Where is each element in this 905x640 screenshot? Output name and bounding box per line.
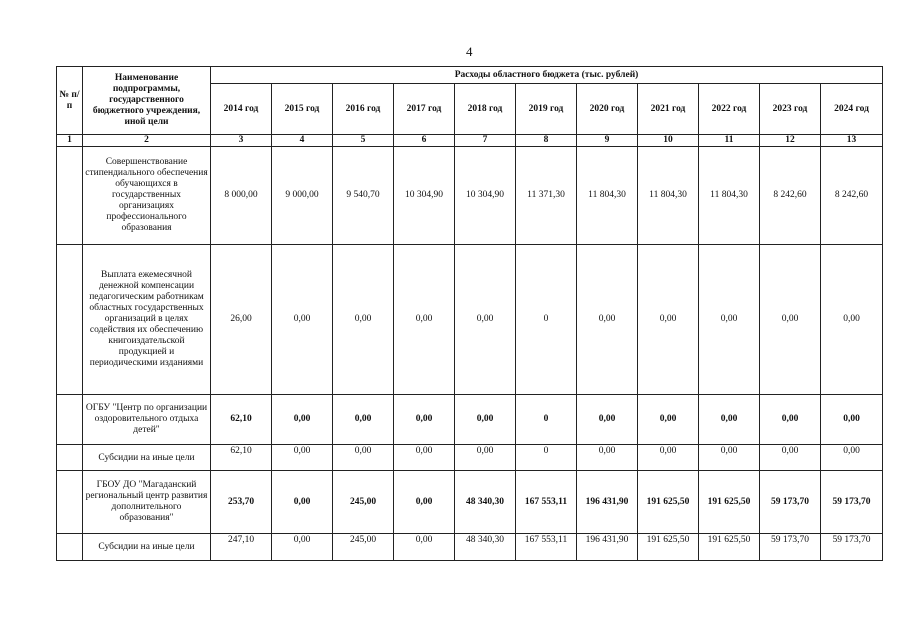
row-value: 0,00 [333,445,394,471]
header-year: 2018 год [455,84,516,135]
row-value: 0,00 [272,534,333,561]
header-group-title: Расходы областного бюджета (тыс. рублей) [211,67,883,84]
row-name: Совершенствование стипендиального обеспечения обучающихся в государственных организациях профессионального образования [83,147,211,245]
row-num [57,471,83,534]
table-row [57,245,883,395]
row-value: 0,00 [455,395,516,445]
row-value: 245,00 [333,471,394,534]
page-number: 4 [466,44,473,59]
row-name: ГБОУ ДО "Магаданский региональный центр развития дополнительного образования" [83,471,211,534]
table-row [57,395,883,445]
column-number: 9 [577,135,638,147]
column-number: 8 [516,135,577,147]
row-value: 8 242,60 [760,147,821,245]
row-value: 0,00 [760,395,821,445]
header-year: 2020 год [577,84,638,135]
row-value: 0,00 [577,445,638,471]
row-value: 191 625,50 [699,534,760,561]
row-value: 48 340,30 [455,534,516,561]
table-row [57,147,883,245]
column-number: 4 [272,135,333,147]
column-number: 1 [57,135,83,147]
row-value: 0 [516,395,577,445]
row-value: 0,00 [577,245,638,395]
header-year: 2024 год [821,84,883,135]
row-name: Выплата ежемесячной денежной компенсации педагогическим работникам областных государственных организаций в целях содействия их обеспечению книгоиздательской продукцией и периодическими изданиями [83,245,211,395]
row-value: 0,00 [638,395,699,445]
column-number: 3 [211,135,272,147]
row-value: 0,00 [272,471,333,534]
row-num [57,147,83,245]
row-value: 0,00 [760,445,821,471]
header-year: 2022 год [699,84,760,135]
table-row [57,445,883,471]
column-number: 5 [333,135,394,147]
row-value: 11 804,30 [577,147,638,245]
column-number-row [57,135,883,147]
column-number: 11 [699,135,760,147]
row-value: 10 304,90 [394,147,455,245]
row-name: ОГБУ "Центр по организации оздоровительного отдыха детей" [83,395,211,445]
row-value: 196 431,90 [577,534,638,561]
row-value: 0,00 [699,395,760,445]
row-value: 0,00 [821,395,883,445]
table-row [57,534,883,561]
header-row-top [57,67,883,84]
row-value: 0,00 [272,245,333,395]
row-value: 0,00 [699,245,760,395]
row-value: 9 540,70 [333,147,394,245]
row-value: 62,10 [211,445,272,471]
row-value: 191 625,50 [638,534,699,561]
header-col-name: Наименование подпрограммы, государственного бюджетного учреждения, иной цели [83,67,211,135]
row-value: 8 242,60 [821,147,883,245]
row-value: 0 [516,245,577,395]
row-value: 0,00 [394,445,455,471]
row-value: 10 304,90 [455,147,516,245]
row-value: 11 371,30 [516,147,577,245]
row-value: 0,00 [821,245,883,395]
row-value: 59 173,70 [760,471,821,534]
row-value: 0,00 [455,445,516,471]
column-number: 10 [638,135,699,147]
table-row [57,471,883,534]
row-name: Субсидии на иные цели [83,534,211,561]
row-value: 0,00 [394,395,455,445]
row-num [57,245,83,395]
row-value: 247,10 [211,534,272,561]
row-value: 0,00 [333,395,394,445]
row-value: 59 173,70 [821,534,883,561]
header-year: 2015 год [272,84,333,135]
column-number: 2 [83,135,211,147]
header-col-num: № п/п [57,67,83,135]
row-name: Субсидии на иные цели [83,445,211,471]
row-value: 196 431,90 [577,471,638,534]
row-value: 191 625,50 [699,471,760,534]
row-num [57,395,83,445]
column-number: 12 [760,135,821,147]
row-value: 0,00 [394,245,455,395]
header-year: 2019 год [516,84,577,135]
column-number: 7 [455,135,516,147]
row-value: 0,00 [638,445,699,471]
row-value: 0,00 [394,534,455,561]
header-year: 2016 год [333,84,394,135]
row-value: 0,00 [577,395,638,445]
row-value: 245,00 [333,534,394,561]
header-year: 2021 год [638,84,699,135]
row-value: 11 804,30 [699,147,760,245]
row-value: 9 000,00 [272,147,333,245]
row-value: 0,00 [394,471,455,534]
row-value: 8 000,00 [211,147,272,245]
row-value: 253,70 [211,471,272,534]
row-value: 0,00 [272,395,333,445]
row-num [57,534,83,561]
row-value: 0,00 [699,445,760,471]
row-value: 26,00 [211,245,272,395]
row-value: 0 [516,445,577,471]
row-value: 59 173,70 [821,471,883,534]
header-year: 2017 год [394,84,455,135]
row-value: 0,00 [455,245,516,395]
header-year: 2014 год [211,84,272,135]
budget-table [56,66,883,561]
row-value: 0,00 [272,445,333,471]
row-value: 0,00 [333,245,394,395]
row-value: 0,00 [821,445,883,471]
row-value: 191 625,50 [638,471,699,534]
row-num [57,445,83,471]
row-value: 167 553,11 [516,471,577,534]
row-value: 59 173,70 [760,534,821,561]
header-year: 2023 год [760,84,821,135]
row-value: 167 553,11 [516,534,577,561]
row-value: 0,00 [760,245,821,395]
row-value: 0,00 [638,245,699,395]
column-number: 13 [821,135,883,147]
row-value: 11 804,30 [638,147,699,245]
row-value: 48 340,30 [455,471,516,534]
row-value: 62,10 [211,395,272,445]
column-number: 6 [394,135,455,147]
